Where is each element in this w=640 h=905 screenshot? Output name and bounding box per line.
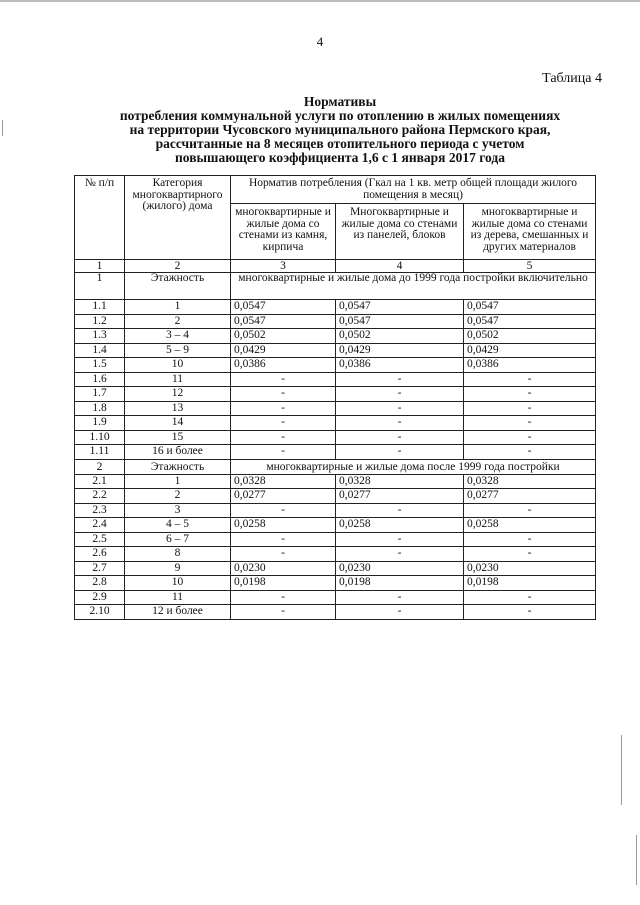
- title-line: рассчитанные на 8 месяцев отопительного периода с учетом: [155, 136, 525, 151]
- column-index: 1: [75, 260, 125, 273]
- row-value-v5: 0,0502: [464, 329, 596, 344]
- row-value-v5: 0,0328: [464, 474, 596, 489]
- row-value-v4: -: [336, 503, 464, 518]
- row-value-v3: -: [231, 416, 336, 431]
- table-row: [75, 387, 596, 402]
- scan-margin-mark: [636, 835, 637, 885]
- header-norm: Норматив потребления (Гкал на 1 кв. метр общей площади жилого помещения в месяц): [231, 176, 596, 204]
- column-index: 3: [231, 260, 336, 273]
- row-number: 1.11: [75, 445, 125, 460]
- norms-table: [74, 175, 596, 620]
- row-floors: 6 – 7: [125, 532, 231, 547]
- row-value-v5: 0,0277: [464, 489, 596, 504]
- header-num: № п/п: [75, 176, 125, 260]
- scan-margin-mark: [2, 120, 3, 136]
- row-value-v4: 0,0502: [336, 329, 464, 344]
- header-col-stone: многоквартирные и жилые дома со стенами из камня, кирпича: [231, 204, 336, 260]
- row-value-v5: -: [464, 430, 596, 445]
- row-number: 2.5: [75, 532, 125, 547]
- row-value-v3: 0,0258: [231, 518, 336, 533]
- row-number: 2.7: [75, 561, 125, 576]
- table-row: [75, 401, 596, 416]
- row-value-v4: 0,0386: [336, 358, 464, 373]
- row-floors: 3: [125, 503, 231, 518]
- row-value-v5: -: [464, 372, 596, 387]
- section-number: 1: [75, 273, 125, 300]
- table-label: Таблица 4: [542, 71, 602, 86]
- row-value-v4: 0,0230: [336, 561, 464, 576]
- row-value-v4: -: [336, 416, 464, 431]
- table-row: [75, 489, 596, 504]
- row-floors: 12: [125, 387, 231, 402]
- section-number: 2: [75, 459, 125, 474]
- row-floors: 13: [125, 401, 231, 416]
- row-value-v3: 0,0547: [231, 314, 336, 329]
- row-value-v5: -: [464, 532, 596, 547]
- row-floors: 5 – 9: [125, 343, 231, 358]
- row-value-v4: -: [336, 387, 464, 402]
- row-value-v3: -: [231, 532, 336, 547]
- row-value-v5: 0,0429: [464, 343, 596, 358]
- row-value-v4: 0,0258: [336, 518, 464, 533]
- row-value-v3: 0,0429: [231, 343, 336, 358]
- row-floors: 2: [125, 489, 231, 504]
- row-value-v4: -: [336, 401, 464, 416]
- row-floors: 3 – 4: [125, 329, 231, 344]
- row-floors: 8: [125, 547, 231, 562]
- row-value-v5: -: [464, 445, 596, 460]
- header-category: Категория многоквартирного (жилого) дома: [125, 176, 231, 260]
- row-floors: 14: [125, 416, 231, 431]
- row-value-v4: -: [336, 430, 464, 445]
- row-number: 1.2: [75, 314, 125, 329]
- row-value-v4: 0,0429: [336, 343, 464, 358]
- scan-top-edge: [0, 0, 640, 2]
- row-number: 2.8: [75, 576, 125, 591]
- table-row: [75, 547, 596, 562]
- table-row: [75, 372, 596, 387]
- row-value-v5: -: [464, 605, 596, 620]
- table-row: [75, 561, 596, 576]
- table-row: [75, 300, 596, 315]
- row-number: 2.10: [75, 605, 125, 620]
- row-value-v3: 0,0386: [231, 358, 336, 373]
- header-row: [75, 176, 596, 204]
- title-line: потребления коммунальной услуги по отоплению в жилых помещениях: [119, 108, 561, 123]
- section-label: Этажность: [125, 459, 231, 474]
- row-value-v3: -: [231, 503, 336, 518]
- table-row: [75, 605, 596, 620]
- document-title: [70, 95, 610, 165]
- table-row: [75, 518, 596, 533]
- row-number: 1.3: [75, 329, 125, 344]
- table-row: [75, 314, 596, 329]
- row-value-v5: -: [464, 503, 596, 518]
- row-value-v4: -: [336, 372, 464, 387]
- row-number: 1.9: [75, 416, 125, 431]
- row-value-v4: -: [336, 605, 464, 620]
- row-value-v3: -: [231, 547, 336, 562]
- row-value-v3: 0,0277: [231, 489, 336, 504]
- row-value-v4: -: [336, 547, 464, 562]
- table-row: [75, 532, 596, 547]
- table-row: [75, 590, 596, 605]
- row-value-v5: 0,0198: [464, 576, 596, 591]
- row-floors: 9: [125, 561, 231, 576]
- row-value-v4: -: [336, 445, 464, 460]
- row-value-v4: 0,0328: [336, 474, 464, 489]
- row-value-v5: 0,0230: [464, 561, 596, 576]
- row-value-v5: 0,0547: [464, 314, 596, 329]
- row-floors: 1: [125, 474, 231, 489]
- row-floors: 11: [125, 590, 231, 605]
- row-value-v3: -: [231, 401, 336, 416]
- row-value-v4: -: [336, 590, 464, 605]
- column-index: 2: [125, 260, 231, 273]
- row-value-v4: 0,0198: [336, 576, 464, 591]
- section-row: [75, 273, 596, 300]
- row-value-v3: 0,0230: [231, 561, 336, 576]
- row-floors: 10: [125, 576, 231, 591]
- row-number: 1.1: [75, 300, 125, 315]
- row-floors: 2: [125, 314, 231, 329]
- row-value-v3: 0,0198: [231, 576, 336, 591]
- row-number: 2.6: [75, 547, 125, 562]
- row-number: 1.7: [75, 387, 125, 402]
- section-caption: многоквартирные и жилые дома до 1999 года постройки включительно: [231, 273, 596, 300]
- scan-margin-mark: [621, 735, 622, 805]
- row-number: 1.10: [75, 430, 125, 445]
- row-floors: 1: [125, 300, 231, 315]
- row-value-v5: -: [464, 416, 596, 431]
- row-value-v5: 0,0258: [464, 518, 596, 533]
- table-body: [75, 273, 596, 620]
- row-number: 1.4: [75, 343, 125, 358]
- row-number: 2.1: [75, 474, 125, 489]
- page-number: 4: [316, 34, 324, 49]
- table-row: [75, 329, 596, 344]
- row-value-v5: 0,0386: [464, 358, 596, 373]
- row-value-v3: -: [231, 590, 336, 605]
- row-floors: 12 и более: [125, 605, 231, 620]
- row-floors: 16 и более: [125, 445, 231, 460]
- row-number: 2.4: [75, 518, 125, 533]
- table-row: [75, 445, 596, 460]
- table-row: [75, 430, 596, 445]
- table-row: [75, 503, 596, 518]
- section-label: Этажность: [125, 273, 231, 300]
- title-line: Нормативы: [303, 94, 377, 109]
- row-value-v3: 0,0547: [231, 300, 336, 315]
- row-value-v3: 0,0328: [231, 474, 336, 489]
- row-floors: 10: [125, 358, 231, 373]
- row-value-v5: 0,0547: [464, 300, 596, 315]
- row-number: 1.5: [75, 358, 125, 373]
- section-caption: многоквартирные и жилые дома после 1999 года постройки: [231, 459, 596, 474]
- column-index: 5: [464, 260, 596, 273]
- row-number: 1.8: [75, 401, 125, 416]
- row-value-v5: -: [464, 590, 596, 605]
- row-value-v3: -: [231, 430, 336, 445]
- row-value-v3: -: [231, 387, 336, 402]
- row-value-v3: 0,0502: [231, 329, 336, 344]
- row-floors: 11: [125, 372, 231, 387]
- table-row: [75, 416, 596, 431]
- row-value-v5: -: [464, 547, 596, 562]
- header-col-panel: Многоквартирные и жилые дома со стенами из панелей, блоков: [336, 204, 464, 260]
- row-value-v4: 0,0277: [336, 489, 464, 504]
- table-row: [75, 358, 596, 373]
- row-number: 2.9: [75, 590, 125, 605]
- row-number: 2.2: [75, 489, 125, 504]
- header-col-wood: многоквартирные и жилые дома со стенами из дерева, смешанных и других материалов: [464, 204, 596, 260]
- row-value-v4: 0,0547: [336, 300, 464, 315]
- table-row: [75, 343, 596, 358]
- column-index-row: [75, 260, 596, 273]
- row-value-v4: 0,0547: [336, 314, 464, 329]
- title-line: на территории Чусовского муниципального района Пермского края,: [129, 122, 551, 137]
- row-value-v3: -: [231, 372, 336, 387]
- row-floors: 4 – 5: [125, 518, 231, 533]
- row-value-v5: -: [464, 401, 596, 416]
- row-value-v5: -: [464, 387, 596, 402]
- title-line: повышающего коэффициента 1,6 с 1 января 2017 года: [175, 150, 505, 165]
- row-value-v3: -: [231, 605, 336, 620]
- row-number: 1.6: [75, 372, 125, 387]
- section-row: [75, 459, 596, 474]
- table-row: [75, 474, 596, 489]
- row-value-v3: -: [231, 445, 336, 460]
- column-index: 4: [336, 260, 464, 273]
- row-floors: 15: [125, 430, 231, 445]
- row-number: 2.3: [75, 503, 125, 518]
- row-value-v4: -: [336, 532, 464, 547]
- table-row: [75, 576, 596, 591]
